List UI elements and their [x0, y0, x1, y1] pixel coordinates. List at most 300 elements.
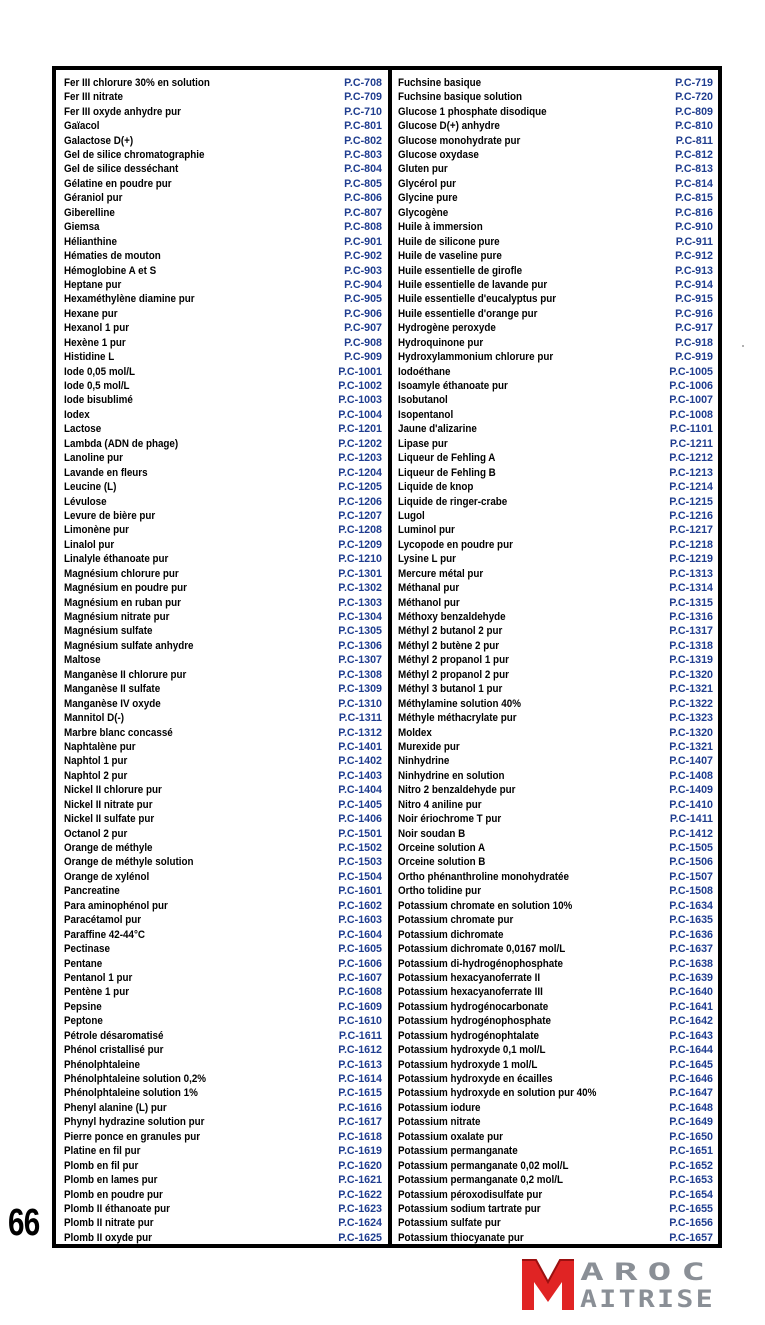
product-code: P.C-1612: [338, 1044, 382, 1057]
svg-text:AROC: AROC: [580, 1258, 715, 1286]
product-code: P.C-1318: [669, 639, 713, 652]
product-name: Glucose 1 phosphate disodique: [398, 105, 547, 118]
product-code: P.C-1323: [669, 712, 713, 725]
product-code: P.C-802: [344, 134, 382, 147]
catalog-row: [398, 552, 713, 566]
product-code: P.C-811: [675, 134, 713, 147]
catalog-row: [64, 1000, 382, 1014]
product-code: P.C-1320: [669, 726, 713, 739]
catalog-row: [398, 206, 713, 220]
catalog-row: [398, 192, 713, 206]
product-name: Potassium permanganate 0,02 mol/L: [398, 1159, 569, 1172]
product-code: P.C-1651: [669, 1145, 713, 1158]
product-code: P.C-1216: [669, 509, 713, 522]
product-code: P.C-901: [344, 235, 382, 248]
product-code: P.C-1303: [338, 596, 382, 609]
product-code: P.C-1316: [669, 611, 713, 624]
product-name: Huile à immersion: [398, 221, 483, 234]
catalog-row: [398, 1101, 713, 1115]
product-name: Lévulose: [64, 495, 107, 508]
catalog-row: [398, 423, 713, 437]
product-code: P.C-1408: [669, 769, 713, 782]
product-code: P.C-1004: [338, 408, 382, 421]
product-name: Potassium dichromate 0,0167 mol/L: [398, 943, 566, 956]
product-code: P.C-1608: [338, 986, 382, 999]
product-name: Maltose: [64, 654, 101, 667]
product-name: Lugol: [398, 509, 425, 522]
product-name: Murexide pur: [398, 740, 460, 753]
catalog-row: [64, 264, 382, 278]
product-code: P.C-1504: [338, 870, 382, 883]
product-code: P.C-1638: [669, 957, 713, 970]
product-code: P.C-903: [344, 264, 382, 277]
product-name: Ortho tolidine pur: [398, 885, 482, 898]
catalog-row: [64, 365, 382, 379]
catalog-row: [64, 437, 382, 451]
product-name: Pancreatine: [64, 885, 120, 898]
product-code: P.C-1308: [338, 668, 382, 681]
catalog-row: [64, 379, 382, 393]
catalog-row: [398, 913, 713, 927]
product-code: P.C-801: [344, 120, 382, 133]
catalog-row: [398, 1217, 713, 1231]
product-name: Gluten pur: [398, 163, 448, 176]
catalog-row: [64, 885, 382, 899]
catalog-row: [398, 177, 713, 191]
product-name: Méthyl 3 butanol 1 pur: [398, 683, 503, 696]
catalog-row: [64, 581, 382, 595]
product-name: Liqueur de Fehling A: [398, 452, 496, 465]
catalog-row: [64, 1202, 382, 1216]
catalog-row: [398, 769, 713, 783]
catalog-row: [398, 1188, 713, 1202]
product-code: P.C-1637: [669, 943, 713, 956]
product-code: P.C-1205: [338, 481, 382, 494]
catalog-row: [64, 350, 382, 364]
product-code: P.C-1317: [669, 625, 713, 638]
catalog-row: [398, 350, 713, 364]
product-code: P.C-1305: [338, 625, 382, 638]
product-code: P.C-1001: [338, 365, 382, 378]
catalog-row: [64, 220, 382, 234]
product-code: P.C-1307: [338, 654, 382, 667]
catalog-row: [64, 105, 382, 119]
product-name: Potassium di-hydrogénophosphate: [398, 957, 563, 970]
catalog-row: [398, 812, 713, 826]
product-name: Noir soudan B: [398, 827, 466, 840]
product-code: P.C-1405: [338, 798, 382, 811]
product-code: P.C-719: [675, 76, 713, 89]
catalog-row: [64, 148, 382, 162]
left-column: [64, 76, 382, 1245]
catalog-row: [64, 394, 382, 408]
product-name: Méthyl 2 butène 2 pur: [398, 639, 500, 652]
product-name: Lycopode en poudre pur: [398, 538, 513, 551]
catalog-row: [398, 1130, 713, 1144]
product-name: Magnésium nitrate pur: [64, 611, 170, 624]
product-code: P.C-910: [675, 221, 713, 234]
catalog-row: [398, 119, 713, 133]
catalog-row: [64, 957, 382, 971]
product-code: P.C-710: [344, 105, 382, 118]
product-name: Plomb en fil pur: [64, 1159, 139, 1172]
product-name: Méthyl 2 propanol 1 pur: [398, 654, 509, 667]
catalog-row: [398, 524, 713, 538]
catalog-row: [398, 1029, 713, 1043]
product-code: P.C-1212: [669, 452, 713, 465]
product-name: Lysine L pur: [398, 553, 456, 566]
product-name: Plomb II éthanoate pur: [64, 1202, 170, 1215]
product-name: Potassium oxalate pur: [398, 1130, 503, 1143]
product-code: P.C-1605: [338, 943, 382, 956]
product-name: Méthanal pur: [398, 582, 460, 595]
product-name: Méthoxy benzaldehyde: [398, 611, 506, 624]
catalog-row: [64, 841, 382, 855]
product-code: P.C-1616: [338, 1101, 382, 1114]
product-code: P.C-916: [675, 307, 713, 320]
catalog-row: [398, 235, 713, 249]
product-name: Potassium sulfate pur: [398, 1217, 501, 1230]
product-name: Potassium permanganate: [398, 1145, 518, 1158]
product-name: Glucose monohydrate pur: [398, 134, 521, 147]
product-code: P.C-1003: [338, 394, 382, 407]
catalog-row: [398, 1159, 713, 1173]
catalog-row: [398, 1058, 713, 1072]
catalog-row: [398, 90, 713, 104]
catalog-row: [64, 1101, 382, 1115]
catalog-row: [64, 1159, 382, 1173]
product-code: P.C-1214: [669, 481, 713, 494]
product-code: P.C-1218: [669, 538, 713, 551]
product-name: Phénol cristallisé pur: [64, 1044, 164, 1057]
product-name: Levure de bière pur: [64, 509, 156, 522]
product-code: P.C-1320: [669, 668, 713, 681]
catalog-row: [64, 610, 382, 624]
product-code: P.C-1623: [338, 1202, 382, 1215]
product-code: P.C-1655: [669, 1202, 713, 1215]
catalog-row: [64, 1029, 382, 1043]
product-name: Pentène 1 pur: [64, 986, 130, 999]
catalog-row: [64, 567, 382, 581]
product-name: Orange de xylénol: [64, 870, 150, 883]
catalog-row: [398, 1116, 713, 1130]
catalog-row: [64, 538, 382, 552]
product-name: Ninhydrine en solution: [398, 769, 505, 782]
product-code: P.C-1507: [669, 870, 713, 883]
product-code: P.C-815: [675, 192, 713, 205]
catalog-row: [398, 1043, 713, 1057]
product-code: P.C-1642: [669, 1015, 713, 1028]
product-name: Peptone: [64, 1015, 103, 1028]
catalog-row: [398, 451, 713, 465]
catalog-row: [64, 163, 382, 177]
product-name: Orceine solution A: [398, 842, 486, 855]
catalog-row: [64, 134, 382, 148]
product-name: Glycine pure: [398, 192, 458, 205]
product-code: P.C-1625: [338, 1231, 382, 1244]
catalog-row: [398, 480, 713, 494]
product-name: Méthyl 2 propanol 2 pur: [398, 668, 509, 681]
product-name: Hydroquinone pur: [398, 336, 484, 349]
catalog-row: [398, 278, 713, 292]
product-name: Glucose D(+) anhydre: [398, 120, 500, 133]
product-name: Isobutanol: [398, 394, 448, 407]
catalog-row: [398, 76, 713, 90]
catalog-row: [64, 293, 382, 307]
product-code: P.C-917: [675, 322, 713, 335]
product-name: Potassium dichromate: [398, 928, 504, 941]
catalog-row: [398, 740, 713, 754]
product-name: Paraffine 42-44°C: [64, 928, 145, 941]
product-code: P.C-906: [344, 307, 382, 320]
product-code: P.C-1622: [338, 1188, 382, 1201]
product-name: Orceine solution B: [398, 856, 486, 869]
catalog-row: [64, 408, 382, 422]
product-name: Pétrole désaromatisé: [64, 1029, 164, 1042]
product-name: Huile essentielle d'eucalyptus pur: [398, 293, 557, 306]
catalog-row: [64, 639, 382, 653]
product-name: Potassium sodium tartrate pur: [398, 1202, 541, 1215]
product-name: Phénolphtaleine solution 0,2%: [64, 1073, 207, 1086]
product-name: Fer III nitrate: [64, 91, 124, 104]
product-code: P.C-1650: [669, 1130, 713, 1143]
product-name: Plomb en poudre pur: [64, 1188, 163, 1201]
page-number: 66: [8, 1202, 40, 1244]
product-code: P.C-1609: [338, 1000, 382, 1013]
product-code: P.C-808: [344, 221, 382, 234]
catalog-row: [64, 177, 382, 191]
product-code: P.C-909: [344, 351, 382, 364]
product-code: P.C-1624: [338, 1217, 382, 1230]
product-name: Marbre blanc concassé: [64, 726, 173, 739]
product-code: P.C-1647: [669, 1087, 713, 1100]
product-name: Hexaméthylène diamine pur: [64, 293, 195, 306]
product-code: P.C-1314: [669, 582, 713, 595]
product-code: P.C-1206: [338, 495, 382, 508]
product-name: Hydroxylammonium chlorure pur: [398, 351, 554, 364]
product-code: P.C-911: [675, 235, 713, 248]
product-code: P.C-1610: [338, 1015, 382, 1028]
product-name: Huile essentielle de lavande pur: [398, 278, 548, 291]
product-name: Leucine (L): [64, 481, 117, 494]
product-name: Lipase pur: [398, 437, 448, 450]
product-code: P.C-814: [675, 177, 713, 190]
product-code: P.C-1403: [338, 769, 382, 782]
catalog-row: [398, 307, 713, 321]
catalog-row: [64, 423, 382, 437]
catalog-row: [398, 942, 713, 956]
product-code: P.C-813: [675, 163, 713, 176]
product-name: Phénolphtaleine solution 1%: [64, 1087, 198, 1100]
product-name: Pectinase: [64, 943, 110, 956]
catalog-row: [398, 1000, 713, 1014]
product-code: P.C-908: [344, 336, 382, 349]
product-code: P.C-1657: [669, 1231, 713, 1244]
catalog-row: [398, 639, 713, 653]
product-name: Glycérol pur: [398, 177, 456, 190]
catalog-row: [64, 278, 382, 292]
catalog-row: [64, 740, 382, 754]
product-name: Platine en fil pur: [64, 1145, 141, 1158]
product-name: Luminol pur: [398, 524, 455, 537]
catalog-row: [398, 249, 713, 263]
product-name: Glycogène: [398, 206, 449, 219]
catalog-row: [398, 394, 713, 408]
product-name: Potassium chromate en solution 10%: [398, 899, 573, 912]
product-name: Gel de silice desséchant: [64, 163, 179, 176]
product-name: Iode bisublimé: [64, 394, 133, 407]
product-name: Plomb en lames pur: [64, 1174, 158, 1187]
product-name: Pepsine: [64, 1000, 102, 1013]
product-name: Fuchsine basique: [398, 76, 482, 89]
product-code: P.C-1601: [338, 885, 382, 898]
product-name: Hydrogène peroxyde: [398, 322, 496, 335]
product-name: Iode 0,5 mol/L: [64, 380, 130, 393]
product-name: Linalol pur: [64, 538, 115, 551]
catalog-row: [398, 885, 713, 899]
product-code: P.C-1611: [338, 1029, 382, 1042]
catalog-row: [64, 1116, 382, 1130]
product-name: Huile essentielle d'orange pur: [398, 307, 538, 320]
product-code: P.C-1402: [338, 755, 382, 768]
catalog-row: [64, 206, 382, 220]
catalog-row: [398, 336, 713, 350]
product-code: P.C-1304: [338, 611, 382, 624]
product-code: P.C-1409: [669, 784, 713, 797]
catalog-row: [398, 495, 713, 509]
product-name: Huile essentielle de girofle: [398, 264, 523, 277]
catalog-row: [398, 1072, 713, 1086]
catalog-row: [64, 783, 382, 797]
catalog-row: [398, 971, 713, 985]
product-name: Nickel II sulfate pur: [64, 813, 155, 826]
product-code: P.C-1606: [338, 957, 382, 970]
product-code: P.C-816: [675, 206, 713, 219]
product-code: P.C-1644: [669, 1044, 713, 1057]
product-code: P.C-1301: [338, 567, 382, 580]
product-name: Mercure métal pur: [398, 567, 484, 580]
product-name: Fer III oxyde anhydre pur: [64, 105, 181, 118]
product-name: Manganèse IV oxyde: [64, 697, 161, 710]
product-code: P.C-1619: [338, 1145, 382, 1158]
catalog-row: [398, 581, 713, 595]
product-name: Lambda (ADN de phage): [64, 437, 179, 450]
catalog-row: [64, 682, 382, 696]
logo-wordmark: [580, 1258, 715, 1312]
m-letter-mark: [522, 1260, 574, 1310]
product-name: Naphtol 2 pur: [64, 769, 128, 782]
product-code: P.C-1310: [338, 697, 382, 710]
product-code: P.C-1321: [669, 683, 713, 696]
product-code: P.C-1306: [338, 639, 382, 652]
product-code: P.C-1204: [338, 466, 382, 479]
product-name: Gélatine en poudre pur: [64, 177, 172, 190]
product-name: Mannitol D(-): [64, 712, 125, 725]
product-name: Fer III chlorure 30% en solution: [64, 76, 210, 89]
catalog-row: [398, 870, 713, 884]
catalog-row: [398, 798, 713, 812]
catalog-row: [64, 812, 382, 826]
product-name: Giberelline: [64, 206, 115, 219]
product-name: Méthylamine solution 40%: [398, 697, 521, 710]
product-code: P.C-1412: [669, 827, 713, 840]
product-name: Huile de vaseline pure: [398, 250, 502, 263]
product-name: Ninhydrine: [398, 755, 450, 768]
catalog-row: [398, 365, 713, 379]
catalog-row: [64, 1043, 382, 1057]
product-name: Lactose: [64, 423, 102, 436]
catalog-row: [398, 1173, 713, 1187]
product-code: P.C-1406: [338, 813, 382, 826]
product-name: Jaune d'alizarine: [398, 423, 477, 436]
product-code: P.C-1646: [669, 1073, 713, 1086]
product-code: P.C-806: [344, 192, 382, 205]
catalog-row: [398, 1202, 713, 1216]
product-code: P.C-1215: [669, 495, 713, 508]
product-name: Pentanol 1 pur: [64, 971, 133, 984]
stray-mark: [742, 345, 744, 347]
product-name: Méthyl 2 butanol 2 pur: [398, 625, 503, 638]
catalog-row: [398, 755, 713, 769]
catalog-row: [398, 899, 713, 913]
catalog-row: [64, 192, 382, 206]
product-name: Potassium hexacyanoferrate III: [398, 986, 543, 999]
product-code: P.C-1617: [338, 1116, 382, 1129]
product-name: Potassium thiocyanate pur: [398, 1231, 524, 1244]
product-code: P.C-1321: [669, 740, 713, 753]
product-name: Liqueur de Fehling B: [398, 466, 496, 479]
product-code: P.C-1654: [669, 1188, 713, 1201]
catalog-row: [64, 899, 382, 913]
catalog-row: [64, 336, 382, 350]
product-code: P.C-1653: [669, 1174, 713, 1187]
product-code: P.C-1401: [338, 740, 382, 753]
product-code: P.C-1207: [338, 509, 382, 522]
catalog-row: [398, 957, 713, 971]
catalog-row: [64, 495, 382, 509]
product-code: P.C-709: [344, 91, 382, 104]
catalog-row: [64, 986, 382, 1000]
product-name: Naphtalène pur: [64, 740, 136, 753]
product-name: Potassium hydroxyde 1 mol/L: [398, 1058, 538, 1071]
product-name: Potassium hydroxyde 0,1 mol/L: [398, 1044, 546, 1057]
catalog-row: [64, 769, 382, 783]
product-code: P.C-902: [344, 250, 382, 263]
catalog-row: [398, 321, 713, 335]
catalog-row: [398, 726, 713, 740]
product-code: P.C-1006: [669, 380, 713, 393]
catalog-row: [64, 451, 382, 465]
product-code: P.C-1603: [338, 914, 382, 927]
product-code: P.C-1652: [669, 1159, 713, 1172]
product-code: P.C-1213: [669, 466, 713, 479]
product-code: P.C-804: [344, 163, 382, 176]
product-name: Hématies de mouton: [64, 250, 161, 263]
catalog-row: [398, 538, 713, 552]
catalog-row: [64, 1058, 382, 1072]
catalog-row: [64, 321, 382, 335]
product-name: Potassium permanganate 0,2 mol/L: [398, 1174, 564, 1187]
product-code: P.C-810: [675, 120, 713, 133]
product-code: P.C-1501: [338, 827, 382, 840]
product-name: Nitro 2 benzaldehyde pur: [398, 784, 516, 797]
product-name: Giemsa: [64, 221, 100, 234]
product-name: Magnésium en poudre pur: [64, 582, 187, 595]
product-name: Orange de méthyle: [64, 842, 153, 855]
product-code: P.C-1613: [338, 1058, 382, 1071]
product-code: P.C-1219: [669, 553, 713, 566]
product-code: P.C-1410: [669, 798, 713, 811]
